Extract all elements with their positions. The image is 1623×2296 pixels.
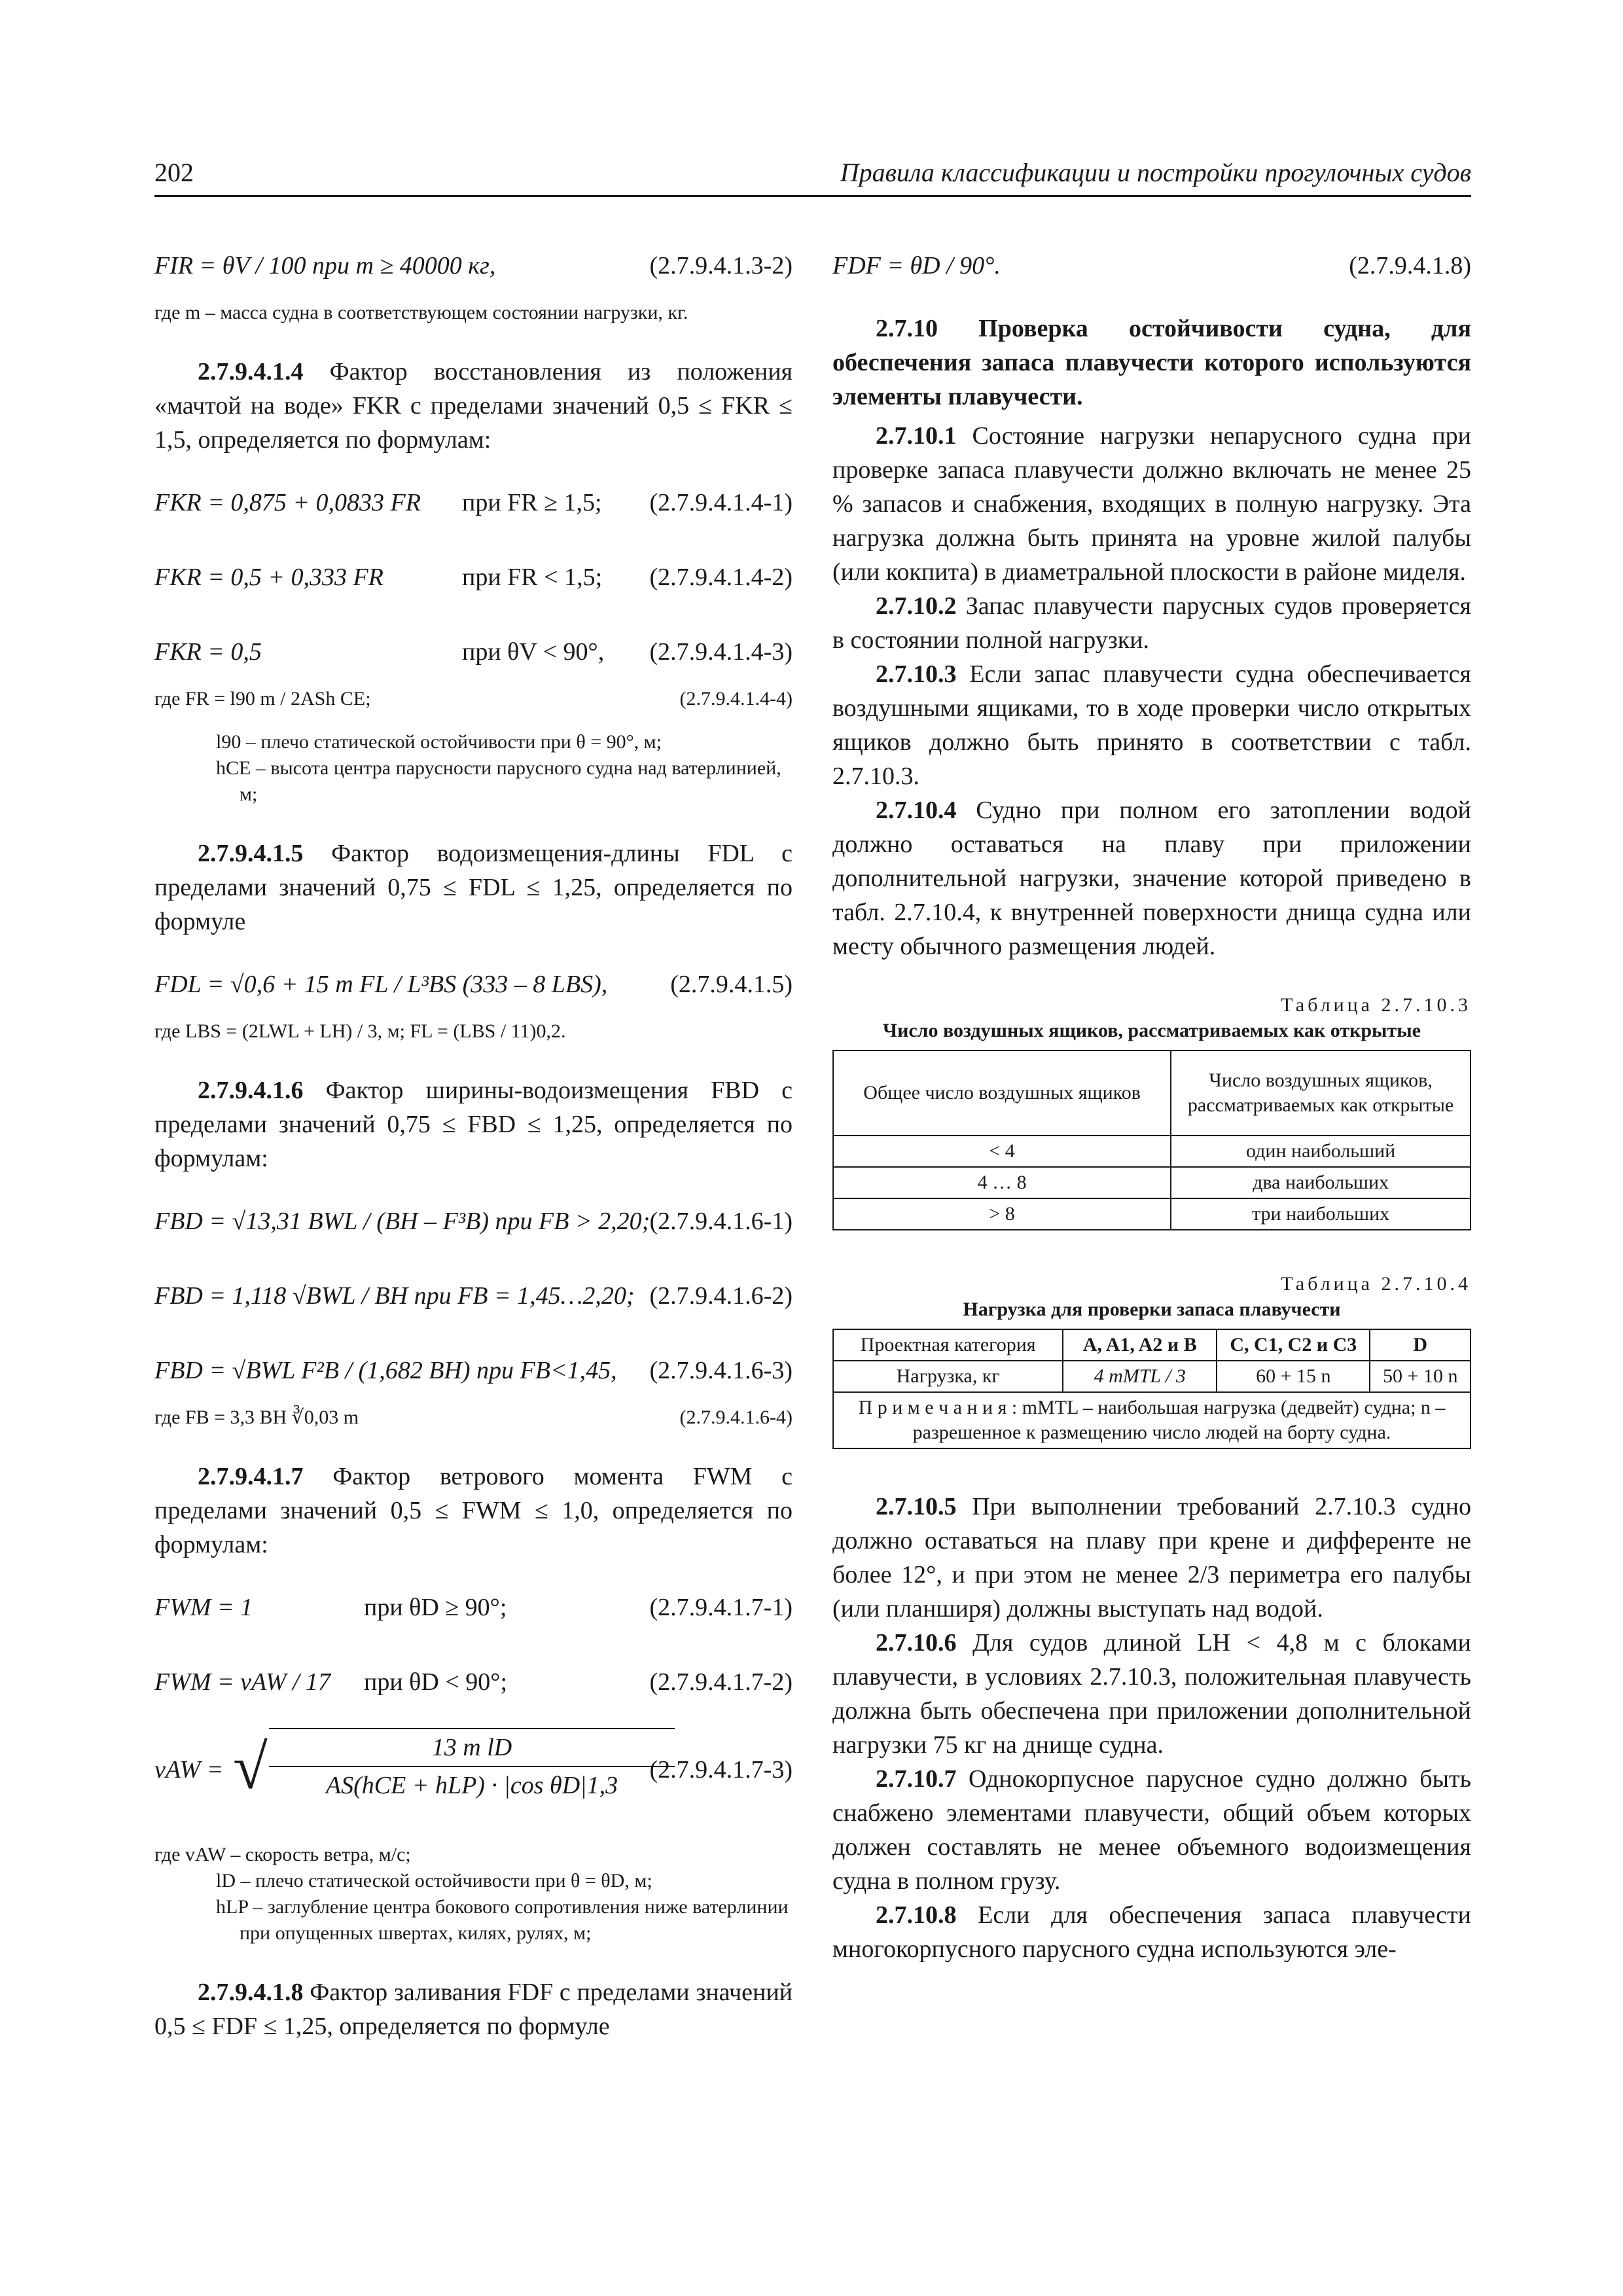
paragraph-2-7-10-8: 2.7.10.8 Если для обеспечения запаса плавучести многокорпусного парусного судна используются эле-	[832, 1901, 1471, 1963]
paragraph-fkr: 2.7.9.4.1.4 Фактор восстановления из положения «мачтой на воде» FKR с пределами значений 0,5 ≤ FKR ≤ 1,5, определяется по формулам:	[154, 358, 793, 454]
where-fb: где FB = 3,3 BH ∛0,03 m (2.7.9.4.1.6-4)	[154, 1407, 793, 1428]
equation-fkr-2: FKR = 0,5 + 0,333 FR при FR < 1,5; (2.7.9.4.1.4-2)	[154, 564, 793, 591]
paragraph-2-7-10-5: 2.7.10.5 При выполнении требований 2.7.10.3 судно должно оставаться на плаву при крене и дифференте не более 12°, и при этом не менее 2/3 периметра его палубы (или планширя) должны выступать над водой.	[832, 1493, 1471, 1623]
equation-fbd-2: FBD = 1,118 √BWL / BH при FB = 1,45…2,20; (2.7.9.4.1.6-2)	[154, 1282, 793, 1310]
paragraph-fdf: 2.7.9.4.1.8 Фактор заливания FDF с пределами значений 0,5 ≤ FDF ≤ 1,25, определяется по формуле	[154, 1979, 793, 2040]
right-column	[832, 249, 1471, 1966]
table-caption-1: Таблица 2.7.10.3	[1281, 994, 1471, 1016]
equation-fkr-1: FKR = 0,875 + 0,0833 FR при FR ≥ 1,5; (2.7.9.4.1.4-1)	[154, 489, 793, 516]
definitions-fwm: где vAW – скорость ветра, м/с; lD – плечо статической остойчивости при θ = θD, м; hLP – заглубление центра бокового сопротивления ниже ватерлинии при опущенных швертах, килях, рулях, м;	[154, 1844, 789, 1944]
running-title: Правила классификации и постройки прогулочных судов	[840, 158, 1471, 187]
equation-fwm-1: FWM = 1 при θD ≥ 90°; (2.7.9.4.1.7-1)	[154, 1594, 793, 1621]
where-fdl: где LBS = (2LWL + LH) / 3, м; FL = (LBS / 11)0,2.	[154, 1020, 566, 1042]
equation-vaw: vAW = √ 13 m lD AS(hCE + hLP) · |cos θD|1,3 (2.7.9.4.1.7-3)	[154, 1728, 793, 1813]
section-title-2-7-10: 2.7.10 Проверка остойчивости судна, для обеспечения запаса плавучести которого используются элементы плавучести.	[832, 315, 1471, 410]
table-title-2: Нагрузка для проверки запаса плавучести	[963, 1299, 1341, 1320]
equation-fbd-3: FBD = √BWL F²B / (1,682 BH) при FB<1,45, (2.7.9.4.1.6-3)	[154, 1357, 793, 1384]
equation-fir: FIR = θV / 100 при m ≥ 40000 кг, (2.7.9.4.1.3-2)	[154, 252, 793, 279]
equation-fdf: FDF = θD / 90°. (2.7.9.4.1.8)	[832, 252, 1471, 279]
table-header-row: Проектная категория A, A1, A2 и B C, C1, C2 и C3 D	[833, 1329, 1471, 1361]
where-fr: где FR = l90 m / 2ASh CE; (2.7.9.4.1.4-4)	[154, 688, 793, 709]
equation-fbd-1: FBD = √13,31 BWL / (BH – F³B) при FB > 2,20; (2.7.9.4.1.6-1)	[154, 1208, 793, 1235]
paragraph-2-7-10-2: 2.7.10.2 Запас плавучести парусных судов проверяется в состоянии полной нагрузки.	[832, 592, 1471, 654]
paragraph-fdl: 2.7.9.4.1.5 Фактор водоизмещения-длины FDL с пределами значений 0,75 ≤ FDL ≤ 1,25, определяется по формуле	[154, 840, 793, 935]
table-row: > 8 три наибольших	[833, 1198, 1471, 1230]
where-m: где m – масса судна в соответствующем состоянии нагрузки, кг.	[154, 302, 688, 323]
table-row: Нагрузка, кг 4 mMTL / 3 60 + 15 n 50 + 10 n	[833, 1361, 1471, 1392]
paragraph-fwm: 2.7.9.4.1.7 Фактор ветрового момента FWM с пределами значений 0,5 ≤ FWM ≤ 1,0, определяется по формулам:	[154, 1463, 793, 1558]
paragraph-2-7-10-1: 2.7.10.1 Состояние нагрузки непарусного судна при проверке запаса плавучести должно включать не менее 25 % запасов и снабжения, входящих в полную нагрузку. Эта нагрузка должна быть принята на уровне жилой палубы (или кокпита) в диаметральной плоскости в районе миделя.	[832, 422, 1471, 586]
table-air-boxes	[832, 1050, 1471, 1230]
equation-fkr-3: FKR = 0,5 при θV < 90°, (2.7.9.4.1.4-3)	[154, 638, 793, 666]
page-number: 202	[154, 158, 194, 187]
paragraph-2-7-10-4: 2.7.10.4 Судно при полном его затоплении водой должно оставаться на плаву при приложении дополнительной нагрузки, значение которой приведено в табл. 2.7.10.4, к внутренней поверхности днища судна или месту обычного размещения людей.	[832, 797, 1471, 960]
table-title-1: Число воздушных ящиков, рассматриваемых как открытые	[883, 1020, 1421, 1041]
paragraph-2-7-10-7: 2.7.10.7 Однокорпусное парусное судно должно быть снабжено элементами плавучести, общий объем которых должен составлять не менее объемного водоизмещения судна в полном грузу.	[832, 1765, 1471, 1895]
table-row: < 4 один наибольший	[833, 1136, 1471, 1167]
definitions-fkr: l90 – плечо статической остойчивости при θ = 90°, м; hCE – высота центра парусности парусного судна над ватерлинией, м;	[216, 731, 781, 805]
table-note-row: П р и м е ч а н и я : mMTL – наибольшая нагрузка (дедвейт) судна; n – разрешенное к размещению число людей на борту судна.	[833, 1392, 1471, 1448]
equation-fwm-2: FWM = vAW / 17 при θD < 90°; (2.7.9.4.1.7-2)	[154, 1668, 793, 1696]
paragraph-2-7-10-3: 2.7.10.3 Если запас плавучести судна обеспечивается воздушными ящиками, то в ходе проверки число открытых ящиков должно быть принято в соответствии с табл. 2.7.10.3.	[832, 660, 1471, 790]
table-header-row: Общее число воздушных ящиков Число воздушных ящиков, рассматриваемых как открытые	[833, 1050, 1471, 1136]
page-header	[154, 156, 1471, 197]
paragraph-2-7-10-6: 2.7.10.6 Для судов длиной LH < 4,8 м с блоками плавучести, в условиях 2.7.10.3, положительная плавучесть должна быть обеспечена при приложении дополнительной нагрузки 75 кг на днище судна.	[832, 1629, 1471, 1759]
table-caption-2: Таблица 2.7.10.4	[1281, 1273, 1471, 1295]
paragraph-fbd: 2.7.9.4.1.6 Фактор ширины-водоизмещения FBD с пределами значений 0,75 ≤ FBD ≤ 1,25, определяется по формулам:	[154, 1077, 793, 1172]
table-row: 4 … 8 два наибольших	[833, 1167, 1471, 1198]
equation-fdl: FDL = √0,6 + 15 m FL / L³BS (333 – 8 LBS), (2.7.9.4.1.5)	[154, 971, 793, 998]
left-column	[154, 249, 793, 2043]
table-load	[832, 1329, 1471, 1449]
